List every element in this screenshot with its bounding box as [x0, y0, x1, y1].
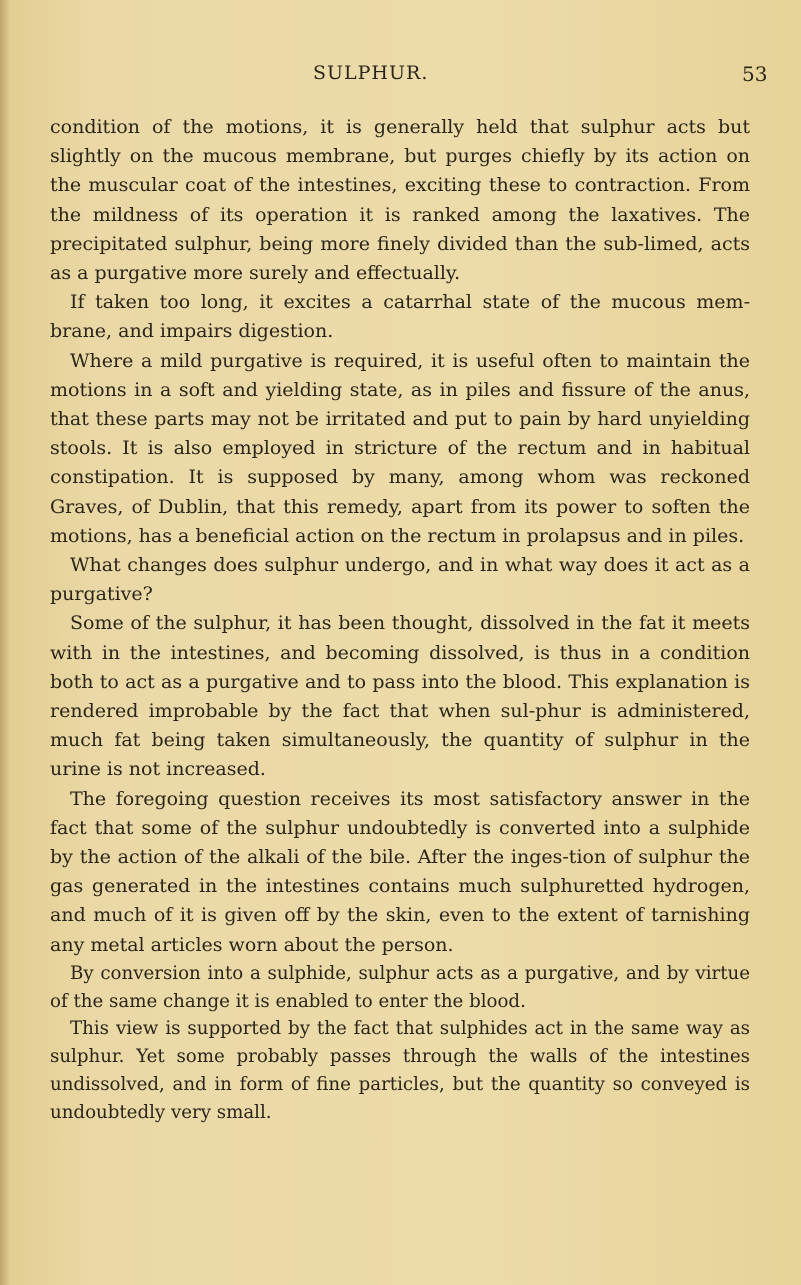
running-head: SULPHUR. [313, 62, 429, 84]
paragraph: What changes does sulphur undergo, and in what way does it act as a purgative? [50, 554, 750, 606]
paragraph: condition of the motions, it is generally held that sulphur acts but slightly on the mucous membrane, but purges chiefly by its action on the muscular coat of the intestines, exciting these to contraction. From the mildness of its operation it is ranked among the laxatives. The precipitated sulphur, being more finely divided than the sub-limed, acts as a purgative more surely and effectually. [50, 116, 750, 285]
paragraph: Where a mild purgative is required, it is useful often to maintain the motions in a soft and yielding state, as in piles and fissure of the anus, that these parts may not be irritated and put to pain by hard unyielding stools. It is also employed in stricture of the rectum and in habitual constipation. It is supposed by many, among whom was reckoned Graves, of Dublin, that this remedy, apart from its power to soften the motions, has a beneficial action on the rectum in prolapsus and in piles. [50, 349, 750, 547]
paragraph: This view is supported by the fact that sulphides act in the same way as sulphur. Yet some probably passes through the walls of the intestines undissolved, and in form of fine particles, but the quantity so conveyed is undoubtedly very small. [50, 1018, 750, 1123]
paragraph: The foregoing question receives its most satisfactory answer in the fact that some of the sulphur undoubtedly is converted into a sulphide by the action of the alkali of the bile. After the inges-tion of sulphur the gas generated in the intestines contains much sulphuretted hydrogen, and much of it is given off by the skin, even to the extent of tarnishing any metal articles worn about the person. [50, 787, 750, 956]
paragraph: If taken too long, it excites a catarrhal state of the mucous mem-brane, and impairs digestion. [50, 291, 750, 343]
paragraph: Some of the sulphur, it has been thought, dissolved in the fat it meets with in the intestines, and becoming dissolved, is thus in a condition both to act as a purgative and to pass into the blood. This explanation is rendered improbable by the fact that when sul-phur is administered, much fat being taken simultaneously, the quantity of sulphur in the urine is not increased. [50, 612, 750, 781]
paragraph: By conversion into a sulphide, sulphur acts as a purgative, and by virtue of the same change it is enabled to enter the blood. [50, 962, 750, 1012]
page-number: 53 [742, 62, 768, 86]
page-gutter-shadow [0, 0, 10, 1285]
page-header [0, 62, 801, 88]
body-text [50, 113, 750, 1127]
